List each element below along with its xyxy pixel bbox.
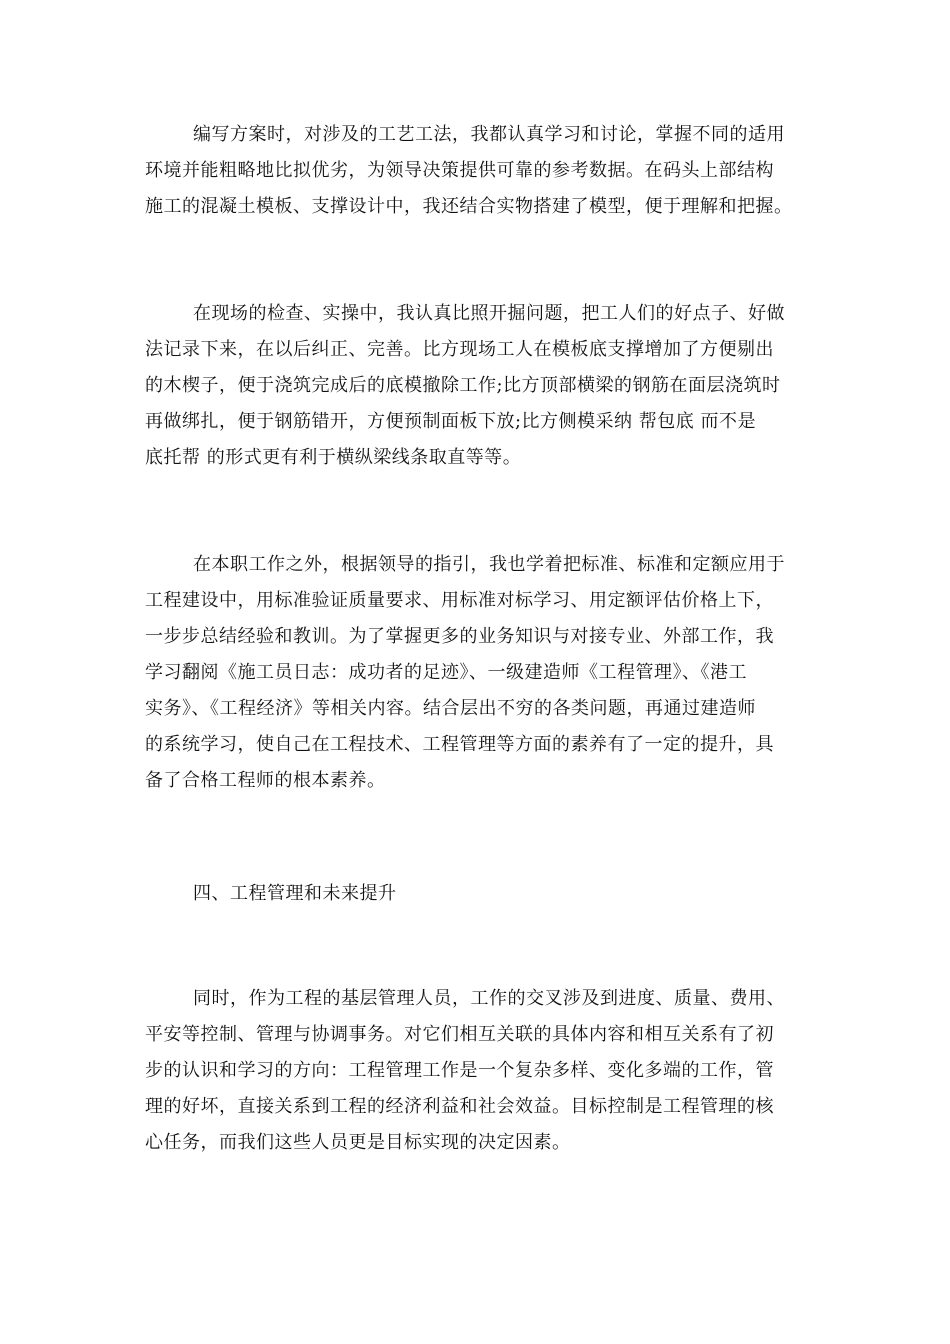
paragraph-line: 编写方案时，对涉及的工艺工法，我都认真学习和讨论，掌握不同的适用 — [193, 124, 785, 145]
paragraph-line: 在本职工作之外，根据领导的指引，我也学着把标准、标准和定额应用于 — [193, 554, 785, 575]
paragraph-line: 工程建设中，用标准验证质量要求、用标准对标学习、用定额评估价格上下， — [145, 590, 774, 611]
section-heading — [145, 876, 805, 912]
paragraph-management — [145, 981, 805, 1161]
paragraph-line: 底托帮 的形式更有利于横纵梁线条取直等等。 — [145, 447, 522, 468]
paragraph-line: 同时，作为工程的基层管理人员，工作的交叉涉及到进度、质量、费用、 — [193, 988, 785, 1009]
paragraph-line: 环境并能粗略地比拟优劣，为领导决策提供可靠的参考数据。在码头上部结构 — [145, 160, 774, 181]
paragraph-line: 一步步总结经验和教训。为了掌握更多的业务知识与对接专业、外部工作，我 — [145, 626, 774, 647]
paragraph-line: 步的认识和学习的方向：工程管理工作是一个复杂多样、变化多端的工作，管 — [145, 1060, 774, 1081]
paragraph-site-inspection — [145, 296, 805, 476]
section-heading-text: 四、工程管理和未来提升 — [193, 883, 397, 904]
paragraph-line: 备了合格工程师的根本素养。 — [145, 770, 386, 791]
paragraph-line: 在现场的检查、实操中，我认真比照开掘问题，把工人们的好点子、好做 — [193, 303, 785, 324]
paragraph-design-scheme — [145, 117, 805, 225]
paragraph-line: 法记录下来，在以后纠正、完善。比方现场工人在模板底支撑增加了方便剔出 — [145, 339, 774, 360]
paragraph-line: 理的好坏，直接关系到工程的经济利益和社会效益。目标控制是工程管理的核 — [145, 1096, 774, 1117]
paragraph-line: 心任务，而我们这些人员更是目标实现的决定因素。 — [145, 1132, 571, 1153]
paragraph-standards-study — [145, 547, 805, 799]
paragraph-line: 学习翻阅《施工员日志：成功者的足迹》、一级建造师《工程管理》、《港工 — [145, 662, 747, 683]
paragraph-line: 再做绑扎，便于钢筋错开，方便预制面板下放;比方侧模采纳 帮包底 而不是 — [145, 411, 757, 432]
paragraph-line: 的木楔子，便于浇筑完成后的底模撤除工作;比方顶部横梁的钢筋在面层浇筑时 — [145, 375, 781, 396]
paragraph-line: 施工的混凝土模板、支撑设计中，我还结合实物搭建了模型，便于理解和把握。 — [145, 196, 793, 217]
paragraph-line: 的系统学习，使自己在工程技术、工程管理等方面的素养有了一定的提升，具 — [145, 734, 774, 755]
paragraph-line: 实务》、《工程经济》等相关内容。结合层出不穷的各类问题，再通过建造师 — [145, 698, 756, 719]
paragraph-line: 平安等控制、管理与协调事务。对它们相互关联的具体内容和相互关系有了初 — [145, 1024, 774, 1045]
